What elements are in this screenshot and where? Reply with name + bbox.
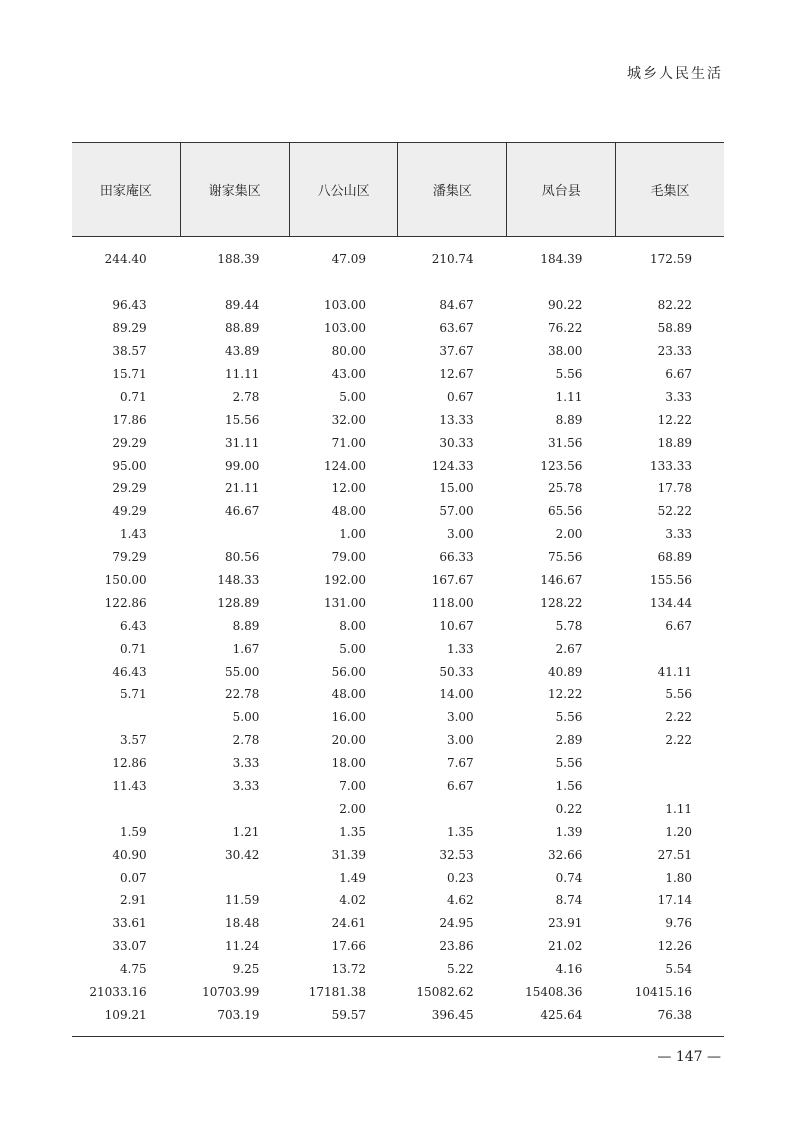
table-cell: 3.33 bbox=[232, 779, 260, 794]
table-cell: 21.11 bbox=[224, 481, 260, 496]
table-cell: 63.67 bbox=[439, 321, 474, 336]
table-cell: 8.89 bbox=[555, 412, 583, 427]
table-cell: 1.56 bbox=[555, 779, 583, 794]
table-row bbox=[72, 683, 724, 706]
table-cell: 2.91 bbox=[119, 893, 147, 908]
table-row bbox=[72, 591, 724, 614]
table-cell: 11.43 bbox=[112, 779, 147, 794]
table-cell: 5.71 bbox=[119, 687, 147, 702]
table-cell: 82.22 bbox=[657, 298, 693, 313]
table-cell: 32.53 bbox=[439, 847, 474, 862]
table-cell: 38.57 bbox=[112, 344, 147, 359]
table-cell: 79.00 bbox=[331, 550, 367, 565]
table-cell: 58.89 bbox=[657, 321, 693, 336]
table-cell: 6.67 bbox=[665, 367, 693, 381]
table-cell: 124.00 bbox=[324, 458, 367, 473]
table-row bbox=[72, 981, 724, 1004]
table-cell: 68.89 bbox=[657, 550, 693, 565]
table-cell: 32.00 bbox=[331, 412, 367, 427]
table-cell: 184.39 bbox=[540, 252, 583, 267]
table-cell: 3.00 bbox=[446, 710, 474, 725]
table-cell: 5.00 bbox=[339, 389, 367, 404]
table-cell: 13.72 bbox=[331, 962, 367, 977]
table-cell: 17.14 bbox=[657, 893, 693, 908]
table-cell: 21033.16 bbox=[89, 985, 147, 1000]
table-cell: 5.00 bbox=[339, 641, 367, 656]
table-cell: 2.00 bbox=[555, 527, 583, 542]
table-row bbox=[72, 546, 724, 569]
table-cell: 12.22 bbox=[657, 412, 693, 427]
table-cell: 133.33 bbox=[650, 458, 693, 473]
table-cell: 210.74 bbox=[431, 252, 474, 267]
table-cell: 5.22 bbox=[446, 962, 474, 977]
table-cell: 23.33 bbox=[657, 344, 693, 359]
table-cell: 43.89 bbox=[224, 344, 260, 359]
table-cell: 3.33 bbox=[665, 389, 693, 404]
table-cell: 4.62 bbox=[446, 893, 474, 908]
table-row bbox=[72, 706, 724, 729]
table-cell: 0.07 bbox=[119, 870, 147, 885]
table-row bbox=[72, 912, 724, 935]
table-cell: 2.89 bbox=[555, 733, 583, 748]
statistics-table bbox=[72, 142, 724, 1026]
table-cell: 4.16 bbox=[555, 962, 583, 977]
table-cell: 11.59 bbox=[224, 893, 260, 908]
table-cell: 15.00 bbox=[439, 481, 474, 496]
table-cell: 12.00 bbox=[331, 481, 367, 496]
table-cell: 10703.99 bbox=[202, 985, 260, 1000]
table-cell: 2.67 bbox=[555, 641, 583, 656]
table-cell: 75.56 bbox=[548, 550, 583, 565]
table-cell: 17.86 bbox=[112, 412, 147, 427]
table-row bbox=[72, 1004, 724, 1027]
table-cell: 0.67 bbox=[446, 389, 474, 404]
table-row bbox=[72, 408, 724, 431]
table-cell: 76.38 bbox=[657, 1007, 693, 1022]
table-cell: 23.86 bbox=[439, 939, 474, 954]
table-cell: 55.00 bbox=[224, 664, 260, 679]
table-cell: 3.33 bbox=[665, 527, 693, 542]
table-cell: 52.22 bbox=[657, 504, 693, 519]
table-cell: 30.33 bbox=[439, 435, 474, 450]
table-cell: 6.43 bbox=[119, 618, 147, 633]
table-cell: 1.33 bbox=[446, 641, 474, 656]
table-cell: 172.59 bbox=[650, 252, 693, 267]
table-cell: 244.40 bbox=[104, 252, 147, 267]
table-cell: 128.22 bbox=[540, 595, 583, 610]
table-cell: 33.07 bbox=[112, 939, 147, 954]
table-cell: 192.00 bbox=[324, 573, 367, 588]
table-cell: 1.80 bbox=[665, 870, 693, 885]
column-header: 八公山区 bbox=[289, 143, 398, 236]
table-cell: 1.11 bbox=[555, 389, 583, 404]
table-cell: 7.00 bbox=[339, 779, 367, 794]
table-cell: 99.00 bbox=[224, 458, 260, 473]
table-cell: 4.02 bbox=[339, 893, 367, 908]
table-row bbox=[72, 866, 724, 889]
column-header: 潘集区 bbox=[397, 143, 506, 236]
table-cell: 16.00 bbox=[331, 710, 367, 725]
table-row bbox=[72, 843, 724, 866]
table-cell: 5.56 bbox=[555, 367, 583, 381]
table-cell: 1.20 bbox=[665, 824, 693, 839]
table-cell: 0.22 bbox=[555, 801, 583, 816]
table-cell: 1.00 bbox=[339, 527, 367, 542]
table-cell: 33.61 bbox=[112, 916, 147, 931]
table-cell: 29.29 bbox=[112, 481, 147, 496]
table-cell: 131.00 bbox=[324, 595, 367, 610]
table-cell: 5.00 bbox=[232, 710, 260, 725]
table-cell: 71.00 bbox=[331, 435, 367, 450]
table-cell: 109.21 bbox=[104, 1007, 147, 1022]
table-cell: 1.35 bbox=[339, 824, 367, 839]
table-cell: 0.71 bbox=[119, 641, 147, 656]
table-row bbox=[72, 935, 724, 958]
table-cell: 5.54 bbox=[665, 962, 693, 977]
table-row bbox=[72, 569, 724, 592]
table-cell: 2.22 bbox=[665, 733, 693, 748]
table-cell: 31.11 bbox=[224, 435, 260, 450]
table-cell: 15.56 bbox=[224, 412, 260, 427]
table-cell: 148.33 bbox=[217, 573, 260, 588]
table-cell: 1.21 bbox=[232, 824, 260, 839]
table-cell: 17181.38 bbox=[308, 985, 367, 1000]
table-row bbox=[72, 477, 724, 500]
table-cell: 80.00 bbox=[331, 344, 367, 359]
table-cell: 1.11 bbox=[665, 801, 693, 816]
table-cell: 6.67 bbox=[446, 779, 474, 794]
column-header: 毛集区 bbox=[615, 143, 724, 236]
table-cell: 89.29 bbox=[112, 321, 147, 336]
table-cell: 25.78 bbox=[548, 481, 583, 496]
column-header: 谢家集区 bbox=[180, 143, 289, 236]
table-cell: 12.67 bbox=[439, 367, 474, 381]
table-cell: 10415.16 bbox=[634, 985, 693, 1000]
table-cell: 96.43 bbox=[112, 298, 147, 313]
table-cell: 103.00 bbox=[324, 321, 367, 336]
table-cell: 46.43 bbox=[112, 664, 147, 679]
table-cell: 24.61 bbox=[331, 916, 367, 931]
table-cell: 65.56 bbox=[548, 504, 583, 519]
table-row bbox=[72, 454, 724, 477]
table-row bbox=[72, 431, 724, 454]
table-cell: 146.67 bbox=[540, 573, 583, 588]
table-row bbox=[72, 775, 724, 798]
table-cell: 3.33 bbox=[232, 756, 260, 771]
table-cell: 15082.62 bbox=[416, 985, 474, 1000]
table-cell: 11.11 bbox=[224, 367, 260, 381]
table-row bbox=[72, 889, 724, 912]
table-cell: 2.78 bbox=[232, 733, 260, 748]
table-row bbox=[72, 660, 724, 683]
table-cell: 425.64 bbox=[540, 1007, 583, 1022]
table-cell: 2.22 bbox=[665, 710, 693, 725]
table-row bbox=[72, 637, 724, 660]
table-cell: 48.00 bbox=[331, 687, 367, 702]
table-cell: 22.78 bbox=[224, 687, 260, 702]
table-row bbox=[72, 523, 724, 546]
table-cell: 47.09 bbox=[331, 252, 367, 267]
table-cell: 40.89 bbox=[548, 664, 583, 679]
table-cell: 56.00 bbox=[331, 664, 367, 679]
table-cell: 37.67 bbox=[439, 344, 474, 359]
bottom-rule bbox=[72, 1036, 724, 1037]
table-row bbox=[72, 797, 724, 820]
table-cell: 66.33 bbox=[439, 550, 474, 565]
table-row bbox=[72, 500, 724, 523]
column-header: 田家庵区 bbox=[99, 184, 152, 199]
table-cell: 23.91 bbox=[548, 916, 583, 931]
table-cell: 8.89 bbox=[232, 618, 260, 633]
table-cell: 188.39 bbox=[217, 252, 260, 267]
table-cell: 10.67 bbox=[439, 618, 474, 633]
table-cell: 95.00 bbox=[112, 458, 147, 473]
table-row bbox=[72, 317, 724, 340]
table-cell: 49.29 bbox=[112, 504, 147, 519]
table-cell: 3.57 bbox=[119, 733, 147, 748]
table-cell: 1.59 bbox=[119, 824, 147, 839]
table-cell: 59.57 bbox=[331, 1007, 367, 1022]
table-cell: 134.44 bbox=[650, 595, 693, 610]
table-row bbox=[72, 363, 724, 386]
table-cell: 57.00 bbox=[439, 504, 474, 519]
table-cell: 13.33 bbox=[439, 412, 474, 427]
table-row bbox=[72, 820, 724, 843]
table-cell: 5.78 bbox=[555, 618, 583, 633]
table-cell: 8.00 bbox=[339, 618, 367, 633]
table-row bbox=[72, 958, 724, 981]
table-cell: 128.89 bbox=[217, 595, 260, 610]
table-cell: 43.00 bbox=[331, 367, 367, 381]
table-cell: 9.25 bbox=[232, 962, 260, 977]
table-row bbox=[72, 729, 724, 752]
table-row bbox=[72, 385, 724, 408]
table-cell: 32.66 bbox=[548, 847, 583, 862]
table-cell: 124.33 bbox=[431, 458, 474, 473]
table-cell: 7.67 bbox=[446, 756, 474, 771]
table-cell: 79.29 bbox=[112, 550, 147, 565]
table-cell: 5.56 bbox=[665, 687, 693, 702]
table-cell: 118.00 bbox=[431, 595, 474, 610]
running-head: 城乡人民生活 bbox=[627, 66, 723, 82]
table-cell: 17.66 bbox=[331, 939, 367, 954]
table-cell: 15408.36 bbox=[525, 985, 583, 1000]
table-row bbox=[72, 340, 724, 363]
table-cell: 6.67 bbox=[665, 618, 693, 633]
table-cell: 1.39 bbox=[555, 824, 583, 839]
table-cell: 12.22 bbox=[548, 687, 583, 702]
table-cell: 8.74 bbox=[555, 893, 583, 908]
table-cell: 167.67 bbox=[431, 573, 474, 588]
table-cell: 18.89 bbox=[657, 435, 693, 450]
table-row bbox=[72, 248, 724, 271]
table-cell: 84.67 bbox=[439, 298, 474, 313]
table-cell: 5.56 bbox=[555, 710, 583, 725]
table-row bbox=[72, 752, 724, 775]
table-cell: 14.00 bbox=[439, 687, 474, 702]
table-cell: 18.00 bbox=[331, 756, 367, 771]
table-cell: 30.42 bbox=[224, 847, 260, 862]
table-cell: 21.02 bbox=[548, 939, 583, 954]
table-cell: 2.78 bbox=[232, 389, 260, 404]
table-row bbox=[72, 614, 724, 637]
table-body bbox=[72, 248, 724, 1026]
table-cell: 27.51 bbox=[657, 847, 693, 862]
table-cell: 24.95 bbox=[439, 916, 474, 931]
table-cell: 11.24 bbox=[224, 939, 260, 954]
table-header-row bbox=[72, 142, 724, 237]
table-cell: 76.22 bbox=[548, 321, 583, 336]
table-cell: 31.56 bbox=[548, 435, 583, 450]
table-cell: 0.23 bbox=[446, 870, 474, 885]
table-cell: 5.56 bbox=[555, 756, 583, 771]
table-cell: 20.00 bbox=[331, 733, 367, 748]
table-cell: 31.39 bbox=[331, 847, 367, 862]
table-cell: 17.78 bbox=[657, 481, 693, 496]
table-cell: 90.22 bbox=[548, 298, 583, 313]
table-cell: 50.33 bbox=[439, 664, 474, 679]
table-cell: 103.00 bbox=[324, 298, 367, 313]
table-cell: 29.29 bbox=[112, 435, 147, 450]
table-cell: 40.90 bbox=[112, 847, 147, 862]
table-cell: 1.43 bbox=[119, 527, 147, 542]
table-cell: 3.00 bbox=[446, 527, 474, 542]
table-cell: 1.49 bbox=[339, 870, 367, 885]
page-number: — 147 — bbox=[657, 1049, 721, 1065]
table-cell: 3.00 bbox=[446, 733, 474, 748]
column-header: 凤台县 bbox=[506, 143, 615, 236]
table-cell: 703.19 bbox=[217, 1007, 260, 1022]
table-row bbox=[72, 294, 724, 317]
table-cell: 122.86 bbox=[104, 595, 147, 610]
table-cell: 41.11 bbox=[657, 664, 693, 679]
table-cell: 1.35 bbox=[446, 824, 474, 839]
table-cell: 88.89 bbox=[224, 321, 260, 336]
table-cell: 123.56 bbox=[540, 458, 583, 473]
table-cell: 12.86 bbox=[112, 756, 147, 771]
table-cell: 89.44 bbox=[224, 298, 260, 313]
table-cell: 2.00 bbox=[339, 801, 367, 816]
table-cell: 155.56 bbox=[650, 573, 693, 588]
table-cell: 0.74 bbox=[555, 870, 583, 885]
table-cell: 48.00 bbox=[331, 504, 367, 519]
table-cell: 46.67 bbox=[224, 504, 260, 519]
table-cell: 0.71 bbox=[119, 389, 147, 404]
table-cell: 396.45 bbox=[431, 1007, 474, 1022]
table-cell: 38.00 bbox=[548, 344, 583, 359]
table-cell: 4.75 bbox=[119, 962, 147, 977]
table-cell: 150.00 bbox=[104, 573, 147, 588]
table-cell: 9.76 bbox=[665, 916, 693, 931]
table-cell: 1.67 bbox=[232, 641, 260, 656]
table-cell: 18.48 bbox=[224, 916, 260, 931]
table-cell: 15.71 bbox=[112, 367, 147, 381]
table-cell: 12.26 bbox=[657, 939, 693, 954]
table-cell: 80.56 bbox=[224, 550, 260, 565]
